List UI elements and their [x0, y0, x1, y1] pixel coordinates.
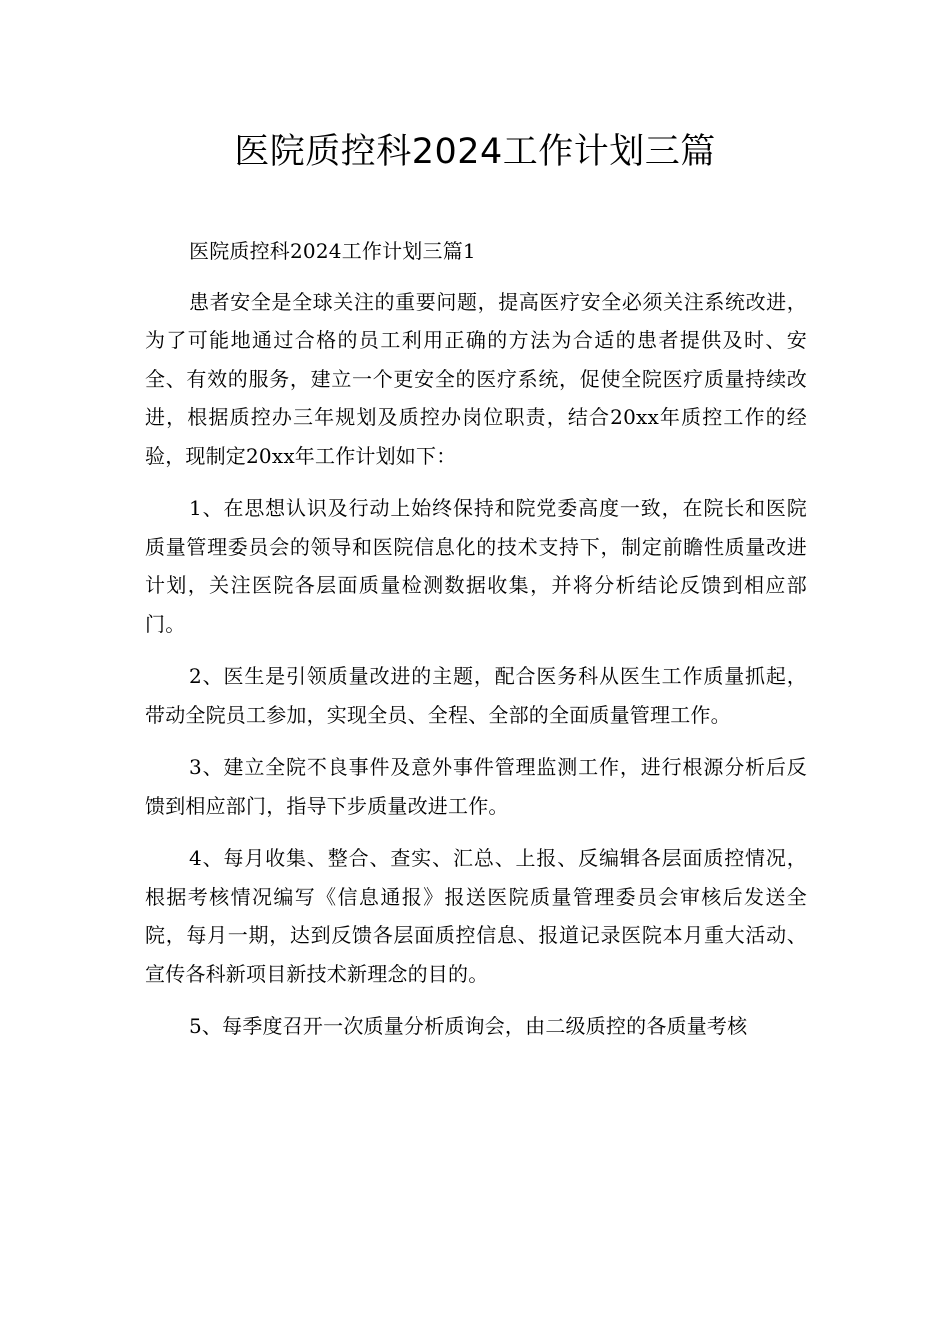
document-title: 医院质控科2024工作计划三篇 [234, 132, 716, 172]
plan-item-2: 2、医生是引领质量改进的主题，配合医务科从医生工作质量抓起，带动全院员工参加，实现全员、全程、全部的全面质量管理工作。 [145, 664, 807, 727]
plan-item-4: 4、每月收集、整合、查实、汇总、上报、反编辑各层面质控情况，根据考核情况编写《信息通报》报送医院质量管理委员会审核后发送全院，每月一期，达到反馈各层面质控信息、报道记录医院本月重大活动、宣传各科新项目新技术新理念的目的。 [145, 846, 807, 986]
plan-item-1: 1、在思想认识及行动上始终保持和院党委高度一致，在院长和医院质量管理委员会的领导和医院信息化的技术支持下，制定前瞻性质量改进计划，关注医院各层面质量检测数据收集，并将分析结论反馈到相应部门。 [145, 496, 807, 636]
plan-item-5: 5、每季度召开一次质量分析质询会，由二级质控的各质量考核 [189, 1014, 748, 1038]
intro-paragraph: 患者安全是全球关注的重要问题，提高医疗安全必须关注系统改进，为了可能地通过合格的员工利用正确的方法为合适的患者提供及时、安全、有效的服务，建立一个更安全的医疗系统，促使全院医疗质量持续改进，根据质控办三年规划及质控办岗位职责，结合20xx年质控工作的经验，现制定20xx年工作计划如下： [145, 289, 807, 468]
document-body [145, 232, 807, 1060]
section-heading: 医院质控科2024工作计划三篇1 [189, 239, 476, 263]
plan-item-3: 3、建立全院不良事件及意外事件管理监测工作，进行根源分析后反馈到相应部门，指导下步质量改进工作。 [145, 755, 807, 818]
